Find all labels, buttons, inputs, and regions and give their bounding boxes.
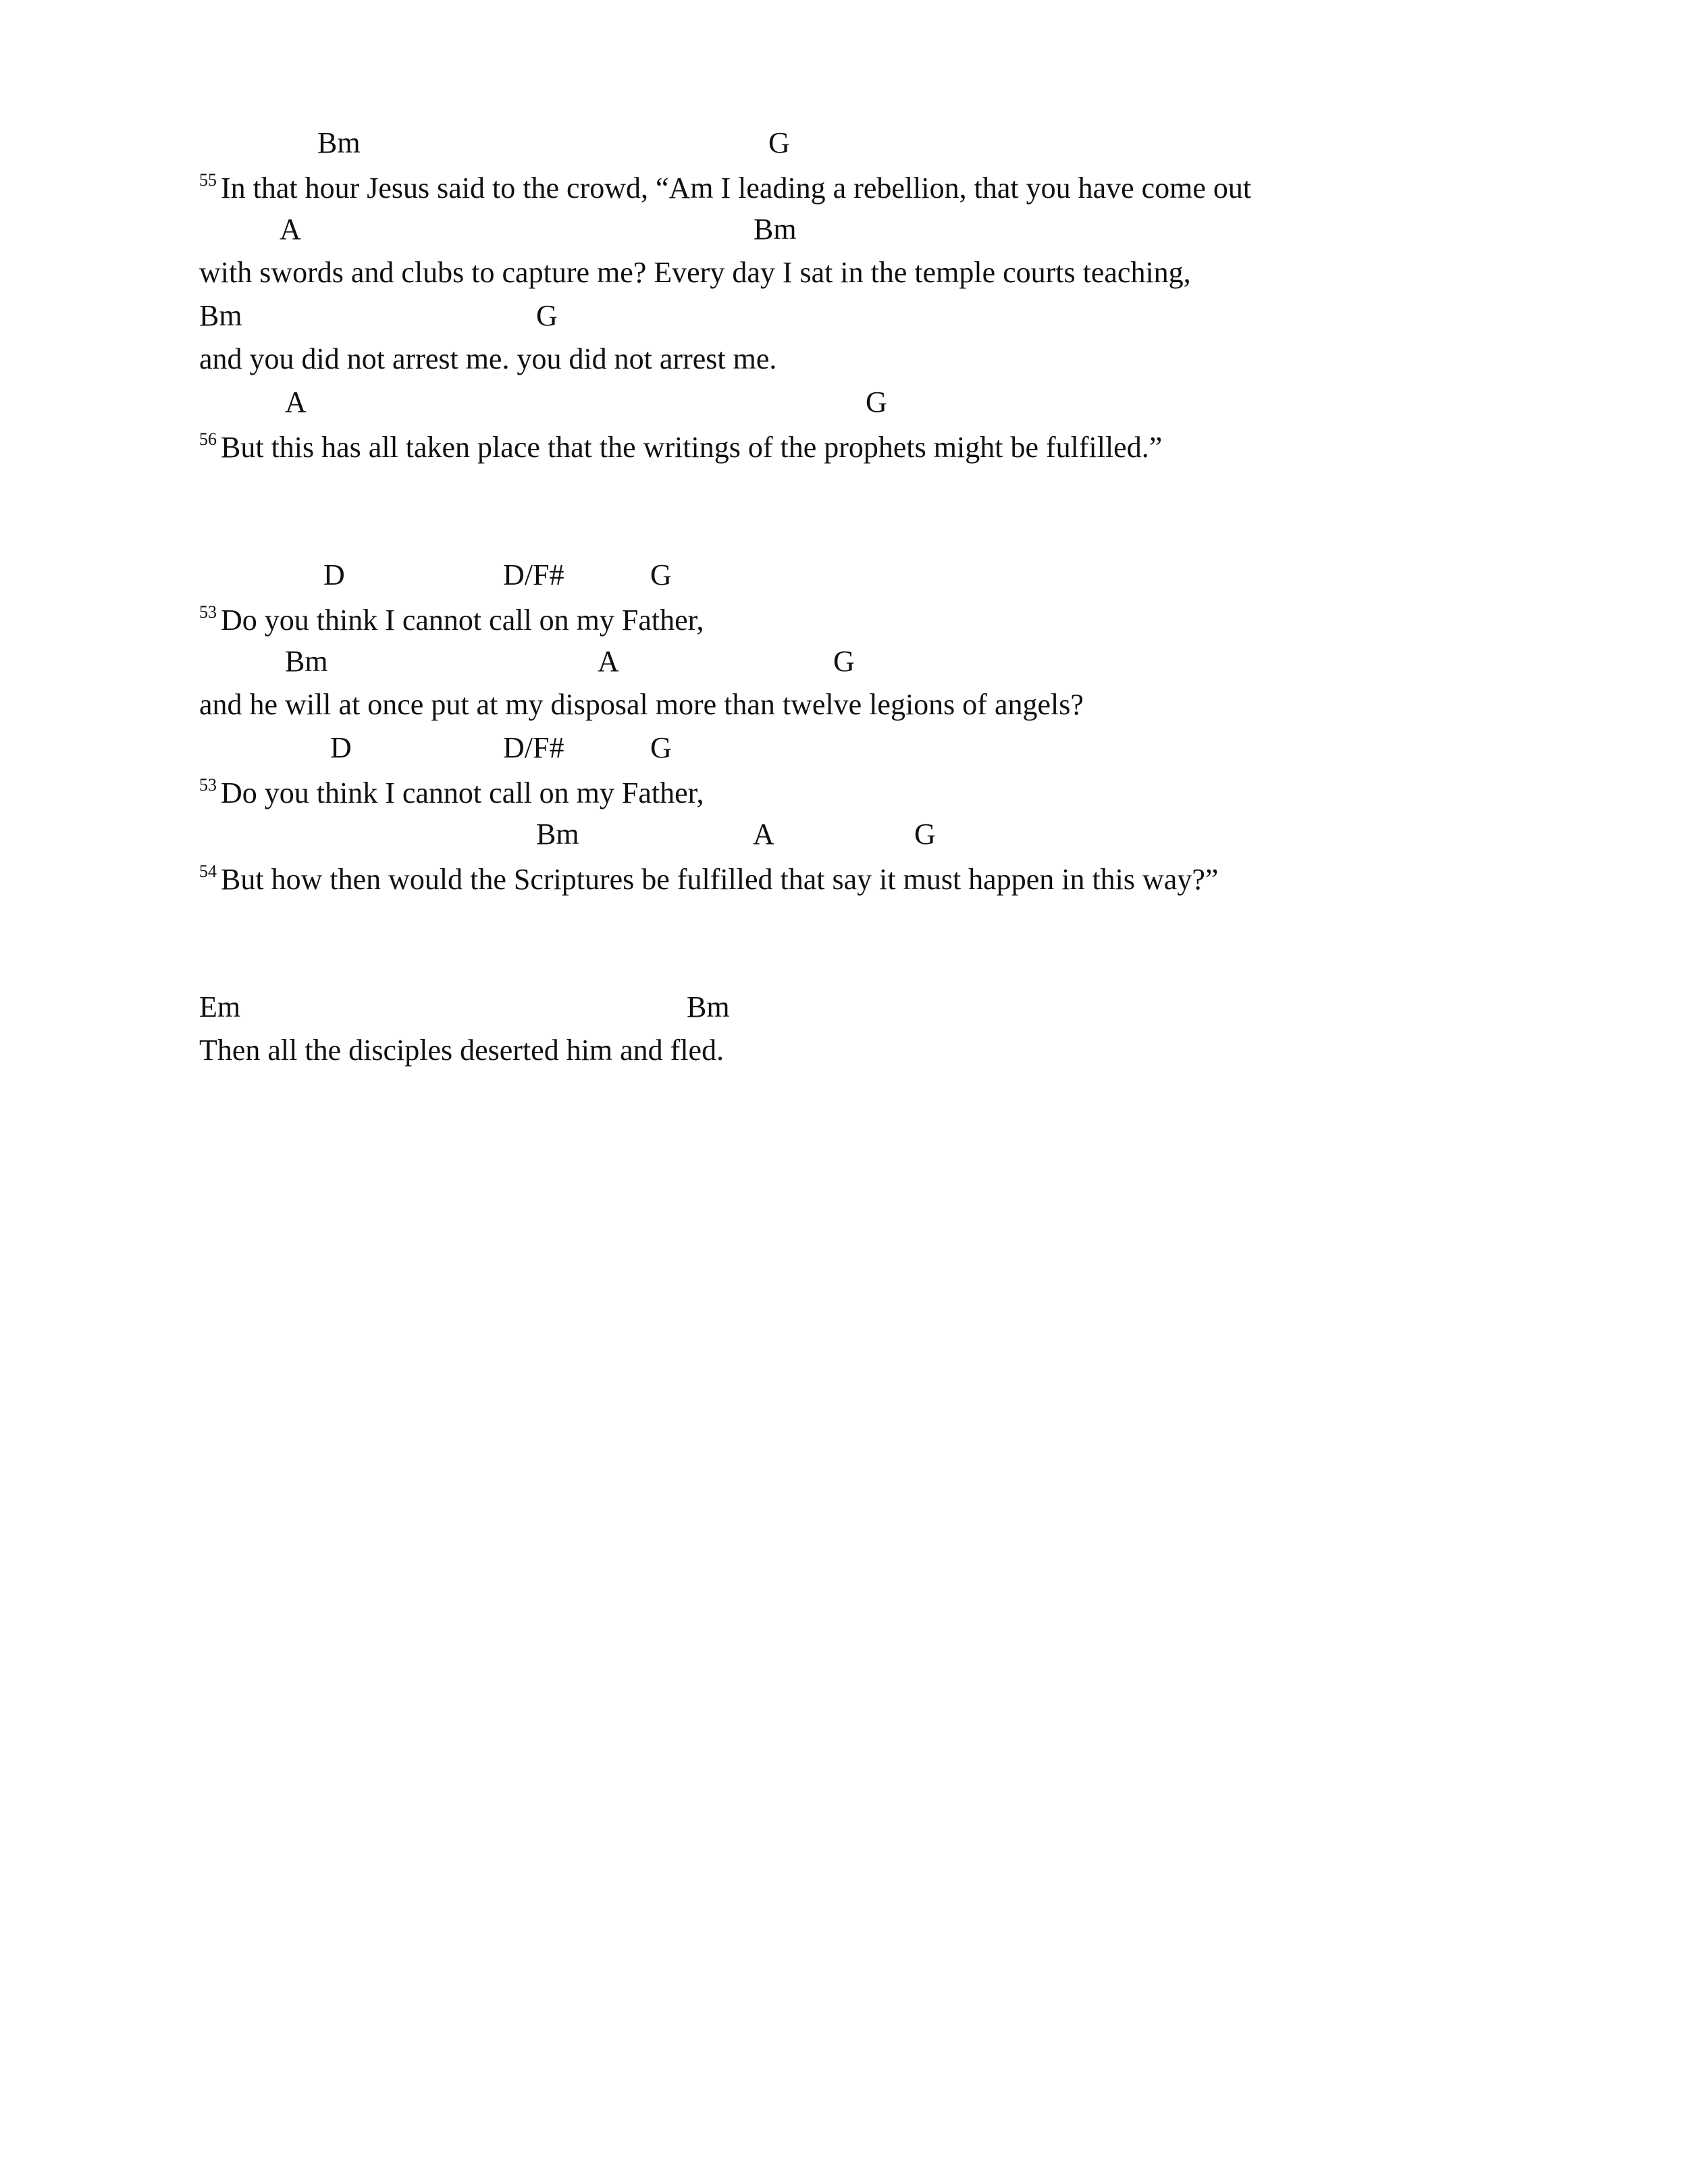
lyric-text: Then all the disciples deserted him and fled. [199,1034,724,1067]
lyric-text: In that hour Jesus said to the crowd, “Am I leading a rebellion, that you have come out [221,171,1252,205]
lyric-text: with swords and clubs to capture me? Every day I sat in the temple courts teaching, [199,256,1191,289]
chord-label: Bm [199,299,242,332]
lyric-text: Do you think I cannot call on my Father, [221,776,704,809]
lyric-text: But how then would the Scriptures be fulfilled that say it must happen in this way?” [221,863,1219,896]
lyric-line [199,431,1162,462]
chord-label: D/F# [503,731,564,764]
chord-label: Bm [687,990,730,1023]
chord-label: G [914,818,936,851]
lyric-text: and you did not arrest me. you did not arrest me. [199,342,777,375]
chord-label: G [866,385,887,419]
chord-label: G [768,126,790,159]
lyric-line [199,258,1191,288]
chord-label: Bm [754,213,797,246]
lyric-line [199,776,704,808]
verse-number: 53 [199,775,217,795]
chord-label: A [280,213,301,246]
chord-label: Em [199,990,241,1023]
chord-label: D [323,558,345,591]
verse-number: 53 [199,602,217,622]
lyric-line [199,171,1251,203]
chord-label: G [650,731,672,764]
chord-label: A [285,385,307,419]
lyric-line [199,1036,724,1065]
chord-label: G [536,299,558,332]
verse-number: 55 [199,170,217,190]
chord-label: G [833,645,855,678]
lyric-text: But this has all taken place that the writings of the prophets might be fulfilled.” [221,431,1163,464]
chord-label: Bm [317,126,361,159]
chord-label: Bm [285,645,328,678]
lyric-line [199,863,1218,895]
chord-label: A [598,645,619,678]
chord-label: D/F# [503,558,564,591]
lyric-line [199,604,704,635]
chord-label: A [753,818,774,851]
lyric-line [199,344,776,374]
chord-label: D [330,731,352,764]
lyric-text: Do you think I cannot call on my Father, [221,604,704,637]
chord-label: Bm [536,818,579,851]
lyric-text: and he will at once put at my disposal more than twelve legions of angels? [199,688,1084,721]
verse-number: 54 [199,861,217,881]
lyric-line [199,690,1084,720]
verse-number: 56 [199,429,217,449]
chord-label: G [650,558,672,591]
